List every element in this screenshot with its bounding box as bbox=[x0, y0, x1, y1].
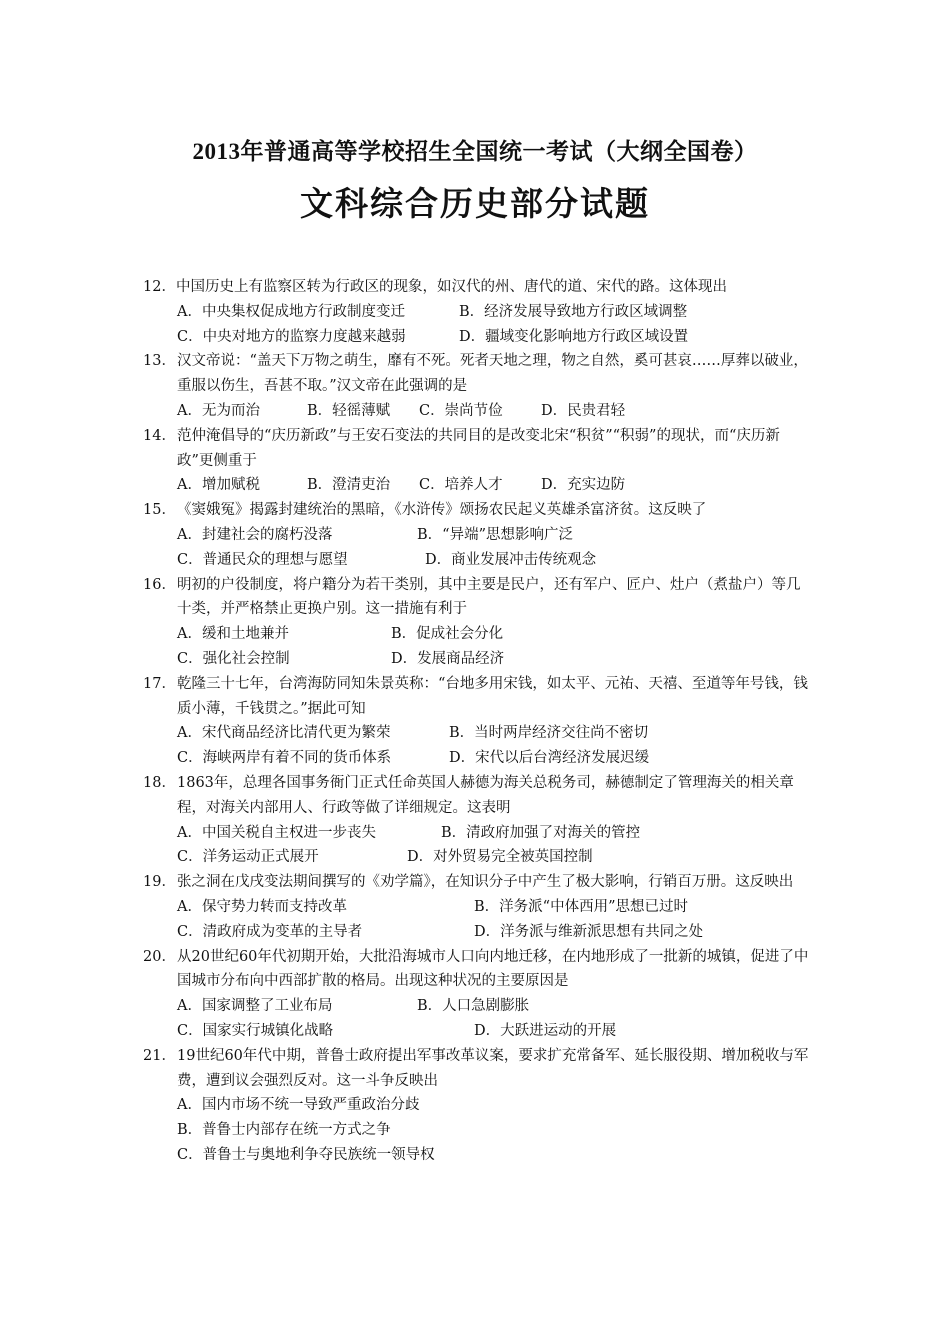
question-19 bbox=[143, 870, 813, 944]
option-c[interactable]: C．清政府成为变革的主导者 bbox=[177, 923, 363, 940]
question-stem bbox=[143, 498, 813, 523]
question-18 bbox=[143, 771, 813, 870]
option-b[interactable]: B．促成社会分化 bbox=[391, 626, 504, 643]
option-c[interactable]: C．国家实行城镇化战略 bbox=[177, 1022, 334, 1039]
option-d[interactable]: D．对外贸易完全被英国控制 bbox=[407, 849, 593, 866]
option-c[interactable]: C．中央对地方的监察力度越来越弱 bbox=[177, 328, 406, 345]
option-b[interactable]: B．经济发展导致地方行政区域调整 bbox=[459, 303, 688, 320]
option-c[interactable]: C．培养人才 bbox=[419, 477, 503, 494]
option-c[interactable]: C．普通民众的理想与愿望 bbox=[177, 551, 348, 568]
option-a[interactable]: A．保守势力转而支持改革 bbox=[177, 898, 347, 915]
option-b[interactable]: B．“异端”思想影响广泛 bbox=[417, 526, 573, 543]
option-a[interactable]: A．宋代商品经济比清代更为繁荣 bbox=[177, 725, 391, 742]
option-c[interactable]: C．普鲁士与奥地利争夺民族统一领导权 bbox=[177, 1146, 435, 1163]
option-a[interactable]: A．国内市场不统一导致严重政治分歧 bbox=[177, 1097, 420, 1114]
option-a[interactable]: A．缓和土地兼并 bbox=[177, 626, 289, 643]
question-text: 中国历史上有监察区转为行政区的现象，如汉代的州、唐代的道、宋代的路。这体现出 bbox=[175, 279, 727, 295]
exam-title-line2: 文科综合历史部分试题 bbox=[300, 184, 650, 223]
option-a[interactable]: A．中国关税自主权进一步丧失 bbox=[177, 824, 376, 841]
option-b[interactable]: B．人口急剧膨胀 bbox=[417, 998, 530, 1015]
question-text: 19世纪60年代中期，普鲁士政府提出军事改革议案，要求扩充常备军、延长服役期、增加税收与军费，遭到议会强烈反对。这一斗争反映出 bbox=[177, 1047, 809, 1089]
question-20 bbox=[143, 945, 813, 1044]
option-group bbox=[143, 895, 813, 945]
question-number: 18． bbox=[143, 774, 176, 791]
option-a[interactable]: A．封建社会的腐朽没落 bbox=[177, 526, 333, 543]
question-number: 20． bbox=[143, 948, 176, 965]
option-group bbox=[143, 622, 813, 672]
question-17 bbox=[143, 672, 813, 771]
question-13 bbox=[143, 349, 813, 423]
option-b[interactable]: B．当时两岸经济交往尚不密切 bbox=[449, 725, 649, 742]
question-text: 明初的户役制度，将户籍分为若干类别，其中主要是民户，还有军户、匠户、灶户（煮盐户）等几十类，并严格禁止更换户别。这一措施有利于 bbox=[177, 576, 801, 618]
option-d[interactable]: D．大跃进运动的开展 bbox=[474, 1022, 617, 1039]
option-group bbox=[143, 399, 813, 424]
exam-title-line1: 2013年普通高等学校招生全国统一考试（大纲全国卷） bbox=[192, 139, 758, 164]
option-d[interactable]: D．商业发展冲击传统观念 bbox=[425, 551, 597, 568]
option-group bbox=[143, 994, 813, 1044]
option-d[interactable]: D．民贵君轻 bbox=[541, 402, 626, 419]
option-d[interactable]: D．疆域变化影响地方行政区域设置 bbox=[459, 328, 689, 345]
option-b[interactable]: B．澄清吏治 bbox=[307, 477, 391, 494]
option-b[interactable]: B．洋务派“中体西用”思想已过时 bbox=[474, 898, 688, 915]
option-group bbox=[143, 1093, 813, 1167]
option-a[interactable]: A．增加赋税 bbox=[177, 477, 260, 494]
question-text: 从20世纪60年代初期开始，大批沿海城市人口向内地迁移，在内地形成了一批新的城镇，促进了中国城市分布向中西部扩散的格局。出现这种状况的主要原因是 bbox=[177, 948, 809, 990]
question-15 bbox=[143, 498, 813, 572]
question-number: 17． bbox=[143, 675, 176, 692]
question-stem bbox=[143, 1044, 813, 1094]
option-a[interactable]: A．无为而治 bbox=[177, 402, 260, 419]
option-c[interactable]: C．洋务运动正式展开 bbox=[177, 849, 319, 866]
question-text: 乾隆三十七年，台湾海防同知朱景英称：“台地多用宋钱，如太平、元祐、天禧、至道等年号钱，钱质小薄，千钱贯之。”据此可知 bbox=[177, 675, 808, 717]
option-c[interactable]: C．海峡两岸有着不同的货币体系 bbox=[177, 750, 392, 767]
question-text: 1863年，总理各国事务衙门正式任命英国人赫德为海关总税务司，赫德制定了管理海关的相关章程，对海关内部用人、行政等做了详细规定。这表明 bbox=[177, 774, 794, 816]
option-b[interactable]: B．普鲁士内部存在统一方式之争 bbox=[177, 1122, 391, 1139]
option-group bbox=[143, 523, 813, 573]
option-c[interactable]: C．崇尚节俭 bbox=[419, 402, 503, 419]
option-d[interactable]: D．发展商品经济 bbox=[391, 650, 505, 667]
question-21 bbox=[143, 1044, 813, 1168]
option-group bbox=[143, 721, 813, 771]
question-stem bbox=[143, 672, 813, 722]
question-text: 汉文帝说：“盖天下万物之萌生，靡有不死。死者天地之理，物之自然，奚可甚哀……厚葬以破业，重服以伤生，吾甚不取。”汉文帝在此强调的是 bbox=[177, 353, 808, 395]
question-number: 21． bbox=[143, 1047, 176, 1064]
question-stem bbox=[143, 573, 813, 623]
option-d[interactable]: D．洋务派与维新派思想有共同之处 bbox=[474, 923, 704, 940]
question-list bbox=[143, 275, 813, 1168]
option-group bbox=[143, 473, 813, 498]
question-number: 19． bbox=[143, 874, 176, 891]
option-b[interactable]: B．清政府加强了对海关的管控 bbox=[441, 824, 641, 841]
question-12 bbox=[143, 275, 813, 349]
question-stem bbox=[143, 424, 813, 474]
question-text: 《窦娥冤》揭露封建统治的黑暗，《水浒传》颂扬农民起义英雄杀富济贫。这反映了 bbox=[177, 502, 707, 519]
question-number: 16． bbox=[143, 576, 176, 593]
question-stem bbox=[143, 349, 813, 399]
option-c[interactable]: C．强化社会控制 bbox=[177, 650, 290, 667]
question-stem bbox=[143, 771, 813, 821]
question-text: 张之洞在戊戌变法期间撰写的《劝学篇》，在知识分子中产生了极大影响，行销百万册。这反映出 bbox=[177, 874, 794, 891]
option-d[interactable]: D．宋代以后台湾经济发展迟缓 bbox=[449, 750, 650, 767]
question-stem bbox=[143, 945, 813, 995]
question-number: 13． bbox=[143, 353, 176, 370]
question-text: 范仲淹倡导的“庆历新政”与王安石变法的共同目的是改变北宋“积贫”“积弱”的现状，而“庆历新政”更侧重于 bbox=[177, 427, 780, 469]
question-14 bbox=[143, 424, 813, 498]
question-number: 15． bbox=[143, 502, 176, 519]
option-group bbox=[143, 300, 813, 350]
question-16 bbox=[143, 573, 813, 672]
option-a[interactable]: A．中央集权促成地方行政制度变迁 bbox=[177, 303, 405, 320]
option-d[interactable]: D．充实边防 bbox=[541, 477, 626, 494]
option-group bbox=[143, 821, 813, 871]
question-number: 14． bbox=[143, 427, 176, 444]
question-stem bbox=[143, 870, 813, 895]
option-a[interactable]: A．国家调整了工业布局 bbox=[177, 998, 333, 1015]
question-number: 12． bbox=[143, 279, 176, 295]
option-b[interactable]: B．轻徭薄赋 bbox=[307, 402, 391, 419]
question-stem bbox=[143, 275, 813, 300]
